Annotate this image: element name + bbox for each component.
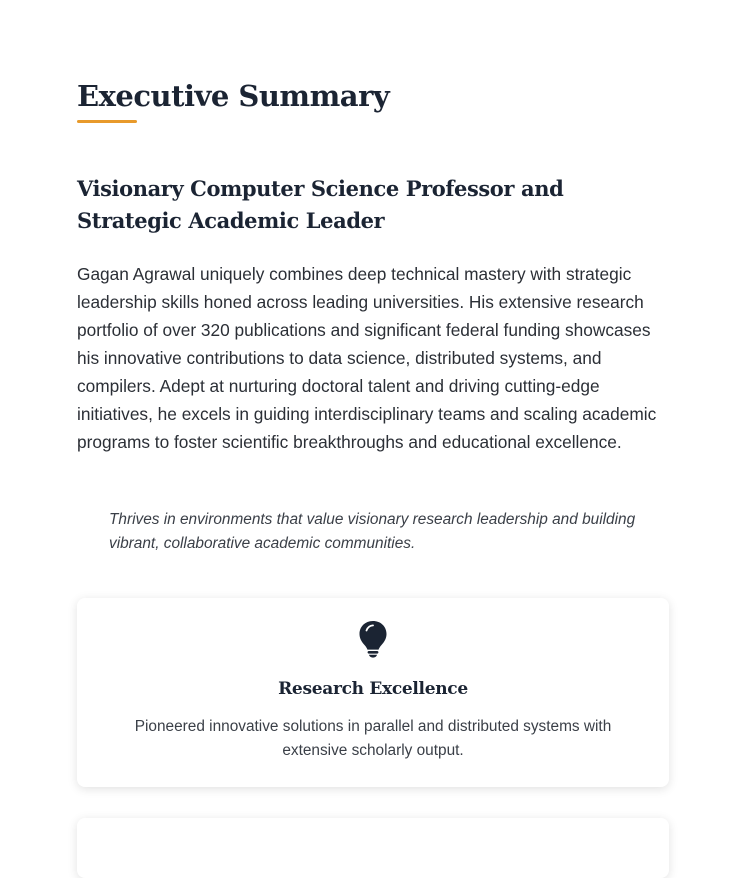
title-underline: [77, 120, 137, 123]
page-title: Executive Summary: [77, 79, 390, 113]
next-card: [77, 818, 669, 878]
lightbulb-icon: [358, 620, 388, 658]
headline: Visionary Computer Science Professor and Strategic Academic Leader: [77, 176, 564, 233]
card-title: Research Excellence: [278, 679, 468, 699]
card-description: Pioneered innovative solutions in parallel and distributed systems with extensive scholarly output.: [134, 718, 612, 759]
quote-text: Thrives in environments that value visionary research leadership and building vibrant, collaborative academic communities.: [109, 511, 636, 552]
summary-paragraph: Gagan Agrawal uniquely combines deep technical mastery with strategic leadership skills honed across leading universities. His extensive research portfolio of over 320 publications and significant federal funding showcases his innovative contributions to data science, distributed systems, and compilers. Adept at nurturing doctoral talent and driving cutting-edge initiatives, he excels in guiding interdisciplinary teams and scaling academic programs to foster scientific breakthroughs and educational excellence.: [77, 264, 657, 452]
research-excellence-card: [77, 598, 669, 787]
